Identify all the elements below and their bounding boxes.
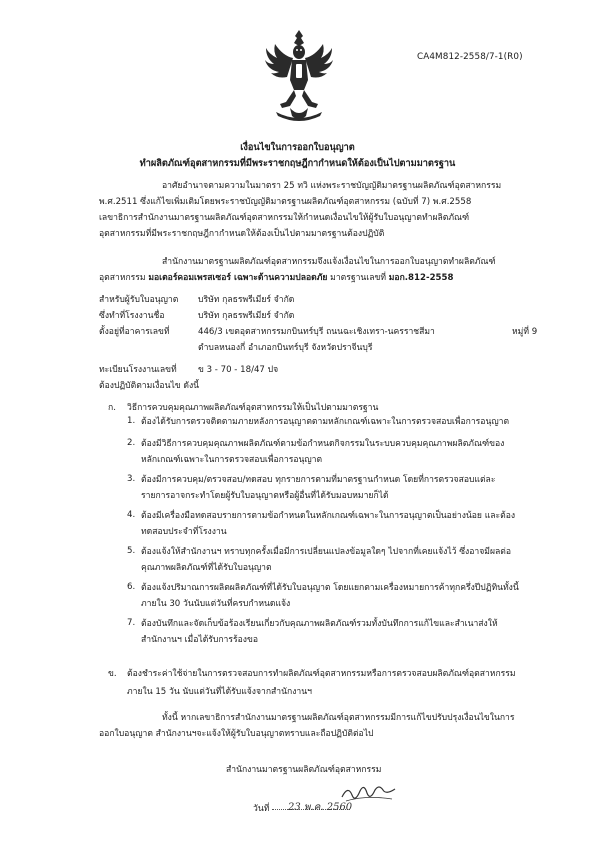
intro-line: พ.ศ.2511 ซึ่งแก้ไขเพิ่มเติมโดยพระราชบัญญัติมาตรฐานผลิตภัณฑ์อุตสาหกรรม (ฉบับที่ 7) พ.ศ.2558: [99, 197, 472, 207]
item-text: สำนักงานฯ เมื่อได้รับการร้องขอ: [141, 635, 258, 645]
item-text: ต้องมีการควบคุม/ตรวจสอบ/ทดสอบ ทุกรายการตามที่มาตรฐานกำหนด โดยที่การตรวจสอบแต่ละ: [141, 475, 496, 485]
document-title: เงื่อนไขในการออกใบอนุญาต: [240, 142, 355, 153]
item-number: 6.: [127, 582, 136, 592]
licensee-value: บริษัท กุลธรพรีเมียร์ จำกัด: [198, 295, 295, 305]
item-text: ต้องมีเครื่องมือทดสอบรายการตามข้อกำหนดในหลักเกณฑ์เฉพาะในการอนุญาตเป็นอย่างน้อย และต้อง: [141, 511, 516, 521]
document-reference-code: CA4M812-2558/7-1(R0): [417, 52, 523, 62]
intro-line: อุตสาหกรรมที่มีพระราชกฤษฎีกากำหนดให้ต้องเป็นไปตามมาตรฐานต้องปฏิบัติ: [99, 229, 385, 239]
licensee-label: สำหรับผู้รับใบอนุญาต: [99, 295, 179, 305]
address-line: ตำบลหนองกี่ อำเภอกบินทร์บุรี จังหวัดปราจีนบุรี: [198, 343, 373, 353]
item-text: ต้องแจ้งให้สำนักงานฯ ทราบทุกครั้งเมื่อมีการเปลี่ยนแปลงข้อมูลใดๆ ไปจากที่เคยแจ้งไว้ ซึ่งอาจมีผลต่อ: [141, 547, 511, 557]
section-b-marker: ข.: [108, 669, 117, 679]
closing-line: ออกใบอนุญาต สำนักงานฯจะแจ้งให้ผู้รับใบอนุญาตทราบและถือปฏิบัติต่อไป: [99, 729, 374, 739]
notice-prefix: อุตสาหกรรม: [99, 273, 146, 283]
item-number: 1.: [127, 416, 136, 426]
item-text: รายการอาจกระทำโดยผู้รับใบอนุญาตหรือผู้อื่นที่ได้รับมอบหมายก็ได้: [141, 491, 389, 501]
closing-line: ทั้งนี้ หากเลขาธิการสำนักงานมาตรฐานผลิตภัณฑ์อุตสาหกรรมมีการแก้ไขปรับปรุงเงื่อนไขในการ: [162, 713, 515, 723]
document-subtitle: ทำผลิตภัณฑ์อุตสาหกรรมที่มีพระราชกฤษฎีกากำหนดให้ต้องเป็นไปตามมาตรฐาน: [139, 158, 456, 169]
notice-line: สำนักงานมาตรฐานผลิตภัณฑ์อุตสาหกรรมจึงแจ้งเงื่อนไขในการออกใบอนุญาตทำผลิตภัณฑ์: [162, 257, 496, 267]
registry-value: ข 3 - 70 - 18/47 ปจ: [198, 365, 279, 375]
comply-label: ต้องปฏิบัติตามเงื่อนไข ดังนี้: [99, 381, 200, 391]
notice-line: [99, 272, 453, 284]
intro-line: อาศัยอำนาจตามความในมาตรา 25 ทวิ แห่งพระราชบัญญัติมาตรฐานผลิตภัณฑ์อุตสาหกรรม: [162, 181, 502, 191]
date-stamp: 23 พ.ค. 2560: [288, 802, 353, 813]
product-name: มอเตอร์คอมเพรสเซอร์ เฉพาะด้านความปลอดภัย: [148, 273, 328, 283]
section-a-marker: ก.: [108, 403, 116, 413]
address-moo: หมู่ที่ 9: [512, 327, 538, 337]
section-b-text: ต้องชำระค่าใช้จ่ายในการตรวจสอบการทำผลิตภัณฑ์อุตสาหกรรมหรือการตรวจสอบผลิตภัณฑ์อุตสาหกรรม: [127, 669, 516, 679]
item-text: ต้องมีวิธีการควบคุมคุณภาพผลิตภัณฑ์ตามข้อกำหนดกิจกรรมในระบบควบคุมคุณภาพผลิตภัณฑ์ของ: [141, 439, 505, 449]
date-label: วันที่: [253, 804, 270, 814]
standard-number: มอก.812-2558: [388, 273, 454, 283]
registry-label: ทะเบียนโรงงานเลขที่: [99, 365, 177, 375]
issuer-name: สำนักงานมาตรฐานผลิตภัณฑ์อุตสาหกรรม: [226, 765, 382, 775]
garuda-emblem-icon: [264, 28, 334, 122]
address-line: 446/3 เขตอุตสาหกรรมกบินทร์บุรี ถนนฉะเชิงเทรา-นครราชสีมา: [198, 327, 435, 337]
item-text: ภายใน 30 วันนับแต่วันที่ครบกำหนดแจ้ง: [141, 599, 291, 609]
factory-label: ซึ่งทำที่โรงงานชื่อ: [99, 311, 165, 321]
item-number: 5.: [127, 546, 136, 556]
item-text: ต้องบันทึกและจัดเก็บข้อร้องเรียนเกี่ยวกับคุณภาพผลิตภัณฑ์รวมทั้งบันทึกการแก้ไขและสำเนาส่งให้: [141, 619, 498, 629]
factory-value: บริษัท กุลธรพรีเมียร์ จำกัด: [198, 311, 295, 321]
item-text: หลักเกณฑ์เฉพาะในการตรวจสอบเพื่อการอนุญาต: [141, 455, 323, 465]
item-number: 3.: [127, 474, 136, 484]
section-b-text: ภายใน 15 วัน นับแต่วันที่ได้รับแจ้งจากสำนักงานฯ: [127, 687, 312, 697]
intro-line: เลขาธิการสำนักงานมาตรฐานผลิตภัณฑ์อุตสาหกรรมให้กำหนดเงื่อนไขให้ผู้รับใบอนุญาตทำผลิตภัณฑ์: [99, 213, 470, 223]
section-a-heading: วิธีการควบคุมคุณภาพผลิตภัณฑ์อุตสาหกรรมให้เป็นไปตามมาตรฐาน: [127, 403, 379, 413]
item-number: 2.: [127, 438, 136, 448]
item-number: 4.: [127, 510, 136, 520]
item-text: ทดสอบประจำที่โรงงาน: [141, 527, 227, 537]
standard-prefix: มาตรฐานเลขที่: [330, 273, 387, 283]
item-text: คุณภาพผลิตภัณฑ์ที่ได้รับใบอนุญาต: [141, 563, 272, 573]
item-number: 7.: [127, 618, 136, 628]
address-label: ตั้งอยู่ที่อาคารเลขที่: [99, 327, 170, 337]
item-text: ต้องแจ้งปริมาณการผลิตผลิตภัณฑ์ที่ได้รับใบอนุญาต โดยแยกตามเครื่องหมายการค้าทุกครึ่งปีปฏิทินทั้งนี้: [141, 583, 519, 593]
item-text: ต้องได้รับการตรวจติดตามภายหลังการอนุญาตตามหลักเกณฑ์เฉพาะในการตรวจสอบเพื่อการอนุญาต: [141, 417, 510, 427]
conditions-list: [127, 416, 572, 656]
